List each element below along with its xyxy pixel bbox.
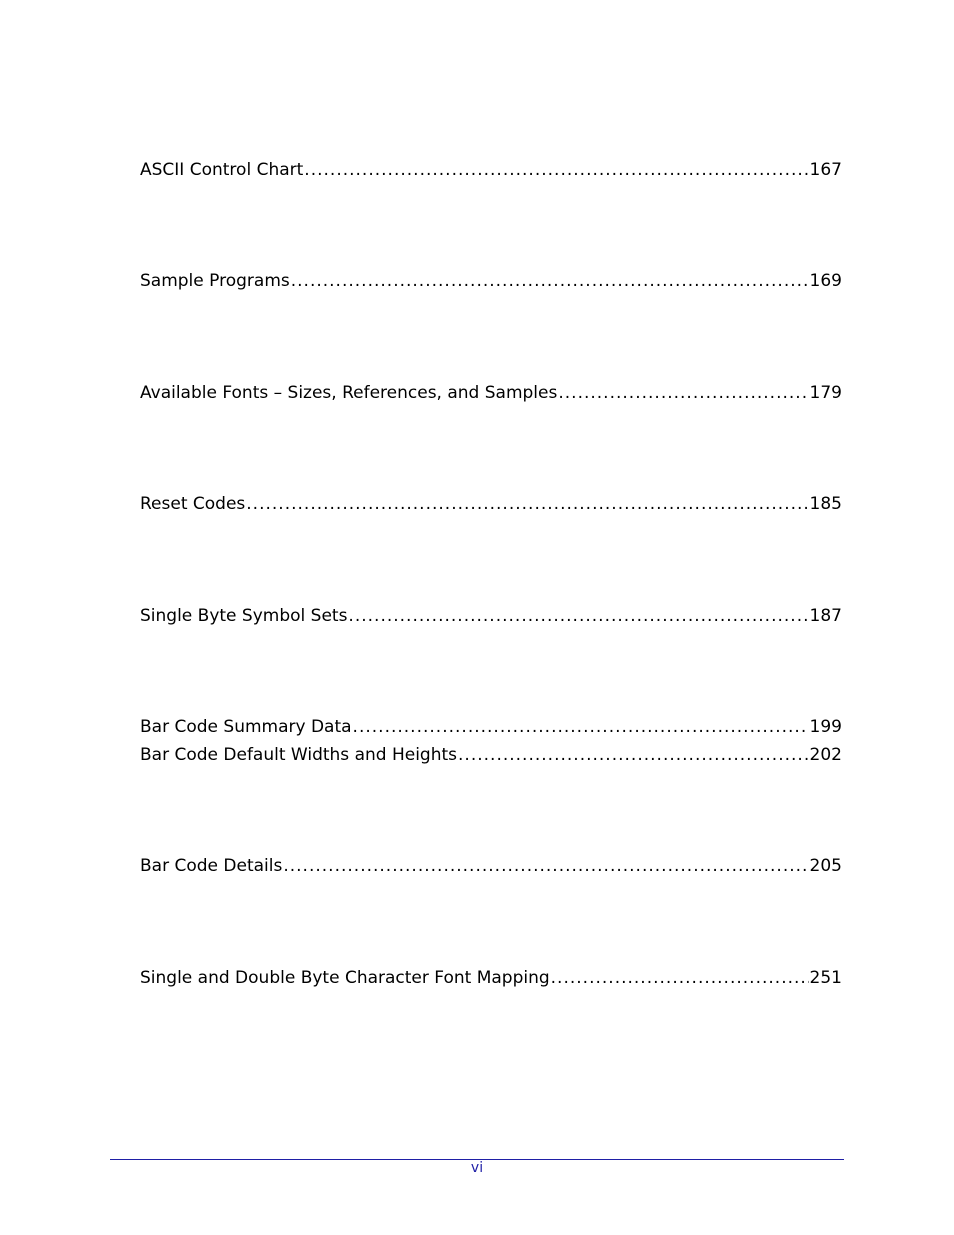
toc-entry-title: Reset Codes <box>140 494 246 514</box>
toc-entry-font-mapping[interactable] <box>140 967 842 989</box>
toc-entry-page: 251 <box>809 968 842 988</box>
toc-entry-single-byte-symbol-sets[interactable] <box>140 605 842 627</box>
dot-leader <box>348 605 808 627</box>
dot-leader <box>283 855 808 877</box>
toc-entry-title: Single and Double Byte Character Font Mapping <box>140 968 550 988</box>
toc-entry-page: 185 <box>809 494 842 514</box>
toc-entry-title: Single Byte Symbol Sets <box>140 606 348 626</box>
toc-entry-page: 179 <box>809 383 842 403</box>
toc-entry-bar-code-summary-data[interactable] <box>140 716 842 738</box>
toc-entry-ascii-control-chart[interactable] <box>140 159 842 181</box>
toc-entry-page: 167 <box>809 160 842 180</box>
toc-entry-page: 169 <box>809 271 842 291</box>
toc-entry-page: 199 <box>809 717 842 737</box>
dot-leader <box>458 744 809 766</box>
toc-entry-title: ASCII Control Chart <box>140 160 304 180</box>
toc-entry-title: Sample Programs <box>140 271 290 291</box>
table-of-contents <box>140 0 842 1100</box>
dot-leader <box>551 967 809 989</box>
toc-entry-sample-programs[interactable] <box>140 270 842 292</box>
dot-leader <box>353 716 809 738</box>
dot-leader <box>304 159 808 181</box>
toc-entry-page: 187 <box>809 606 842 626</box>
toc-entry-title: Bar Code Summary Data <box>140 717 352 737</box>
dot-leader <box>246 493 808 515</box>
toc-entry-title: Bar Code Default Widths and Heights <box>140 745 458 765</box>
toc-entry-bar-code-default-widths[interactable] <box>140 744 842 766</box>
footer-page-number: vi <box>470 1160 484 1176</box>
dot-leader <box>291 270 809 292</box>
toc-entry-page: 205 <box>809 856 842 876</box>
toc-entry-bar-code-details[interactable] <box>140 855 842 877</box>
toc-entry-title: Bar Code Details <box>140 856 283 876</box>
toc-entry-page: 202 <box>809 745 842 765</box>
dot-leader <box>558 382 808 404</box>
toc-entry-reset-codes[interactable] <box>140 493 842 515</box>
toc-entry-title: Available Fonts – Sizes, References, and Samples <box>140 383 558 403</box>
toc-entry-available-fonts[interactable] <box>140 382 842 404</box>
